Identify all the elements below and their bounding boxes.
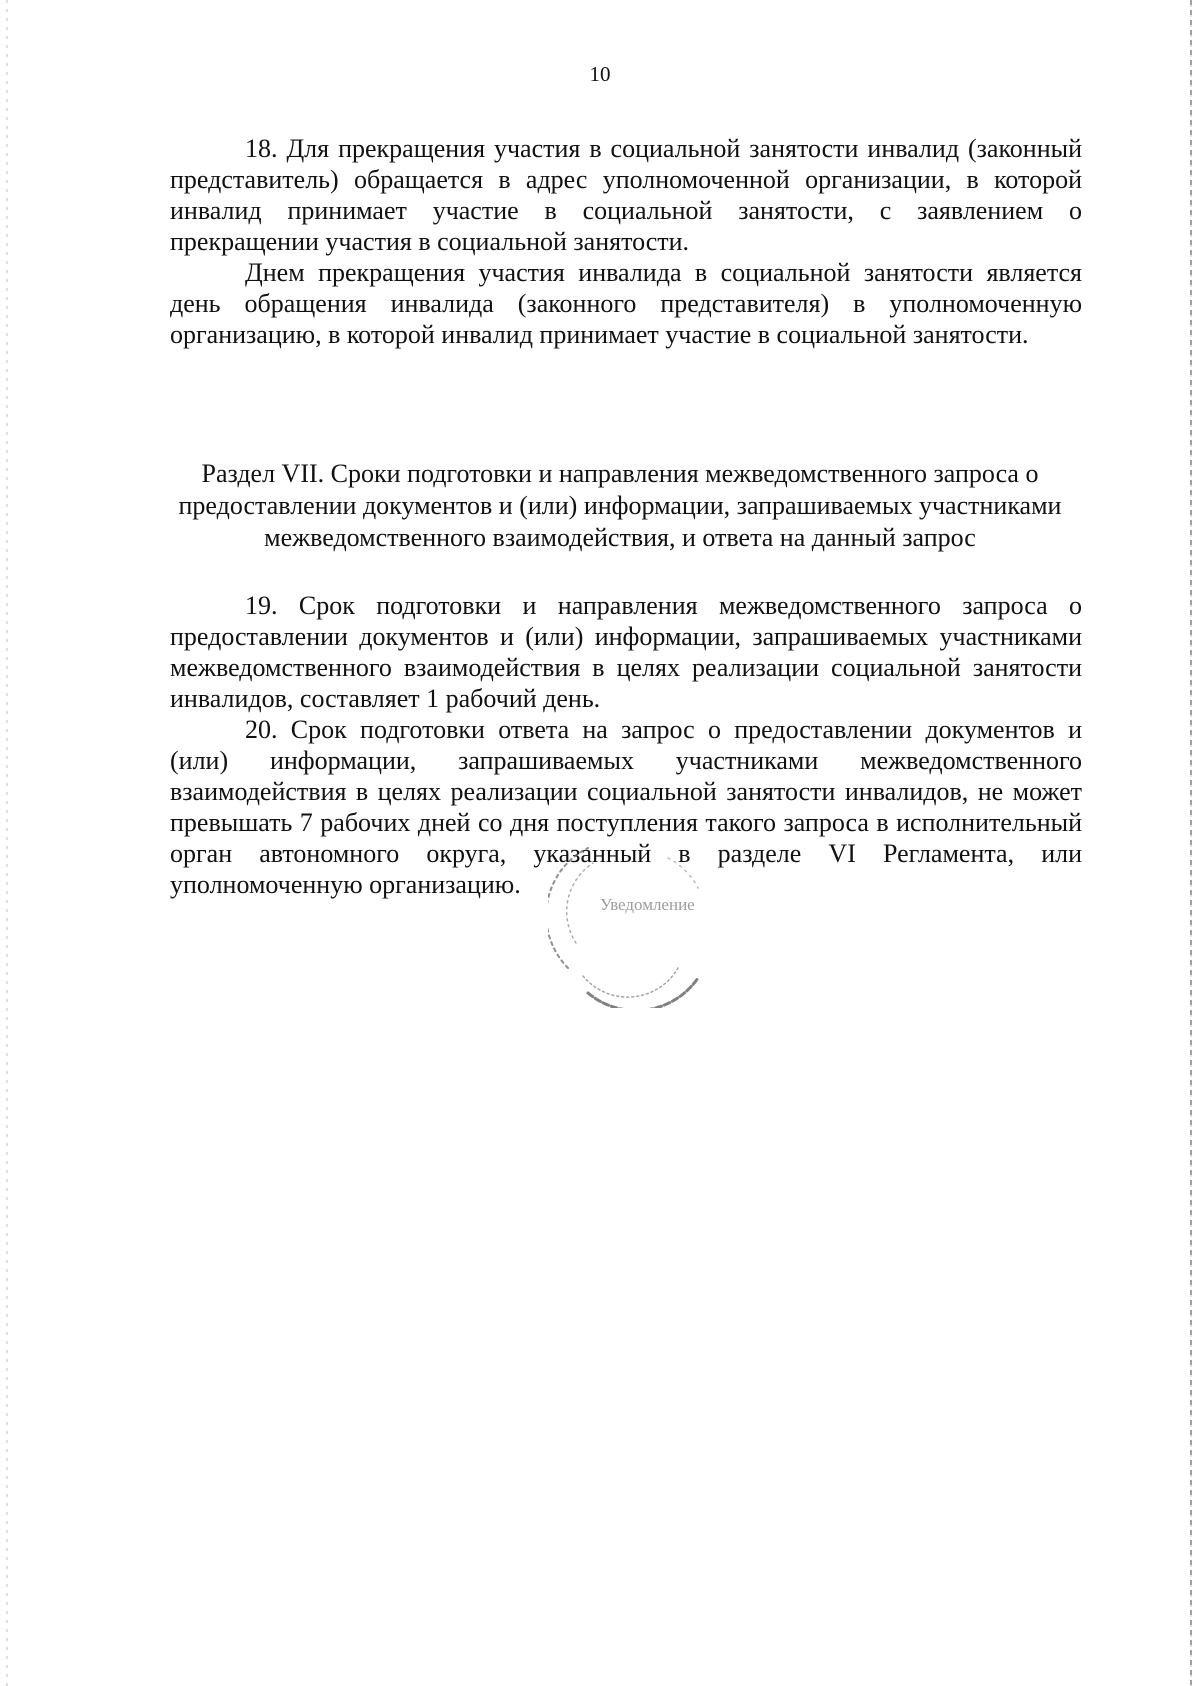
scan-edge-left	[6, 0, 8, 1686]
stamp-text: Уведомление	[600, 895, 695, 914]
paragraphs-block-top	[170, 133, 1082, 350]
paragraph-20: 20. Срок подготовки ответа на запрос о предоставлении документов и (или) информации, запрашиваемых участниками межведомственного взаимодействия в целях реализации социальной занятости инвалидов, не может превышать 7 рабочих дней со дня поступления такого запроса в исполнительный орган автономного округа, указанный в разделе VI Регламента, или уполномоченную организацию.	[170, 715, 1082, 899]
scan-edge-right	[1190, 0, 1192, 1686]
paragraph-19: 19. Срок подготовки и направления межведомственного запроса о предоставлении документов и (или) информации, запрашиваемых участниками межведомственного взаимодействия в целях реализации социальной занятости инвалидов, составляет 1 рабочий день.	[170, 591, 1082, 713]
seal-stamp-image	[548, 828, 718, 1008]
section-heading-vii: Раздел VII. Сроки подготовки и направления межведомственного запроса о предоставлении документов и (или) информации, запрашиваемых участниками межведомственного взаимодействия, и ответа на данный запрос	[178, 459, 1062, 552]
page-number: 10	[589, 62, 611, 86]
paragraph-18: 18. Для прекращения участия в социальной занятости инвалид (законный представитель) обращается в адрес уполномоченной организации, в которой инвалид принимает участие в социальной занятости, с заявлением о прекращении участия в социальной занятости.	[170, 134, 1082, 256]
paragraph-termination-day: Днем прекращения участия инвалида в социальной занятости является день обращения инвалида (законного представителя) в уполномоченную организацию, в которой инвалид принимает участие в социальной занятости.	[170, 258, 1082, 349]
